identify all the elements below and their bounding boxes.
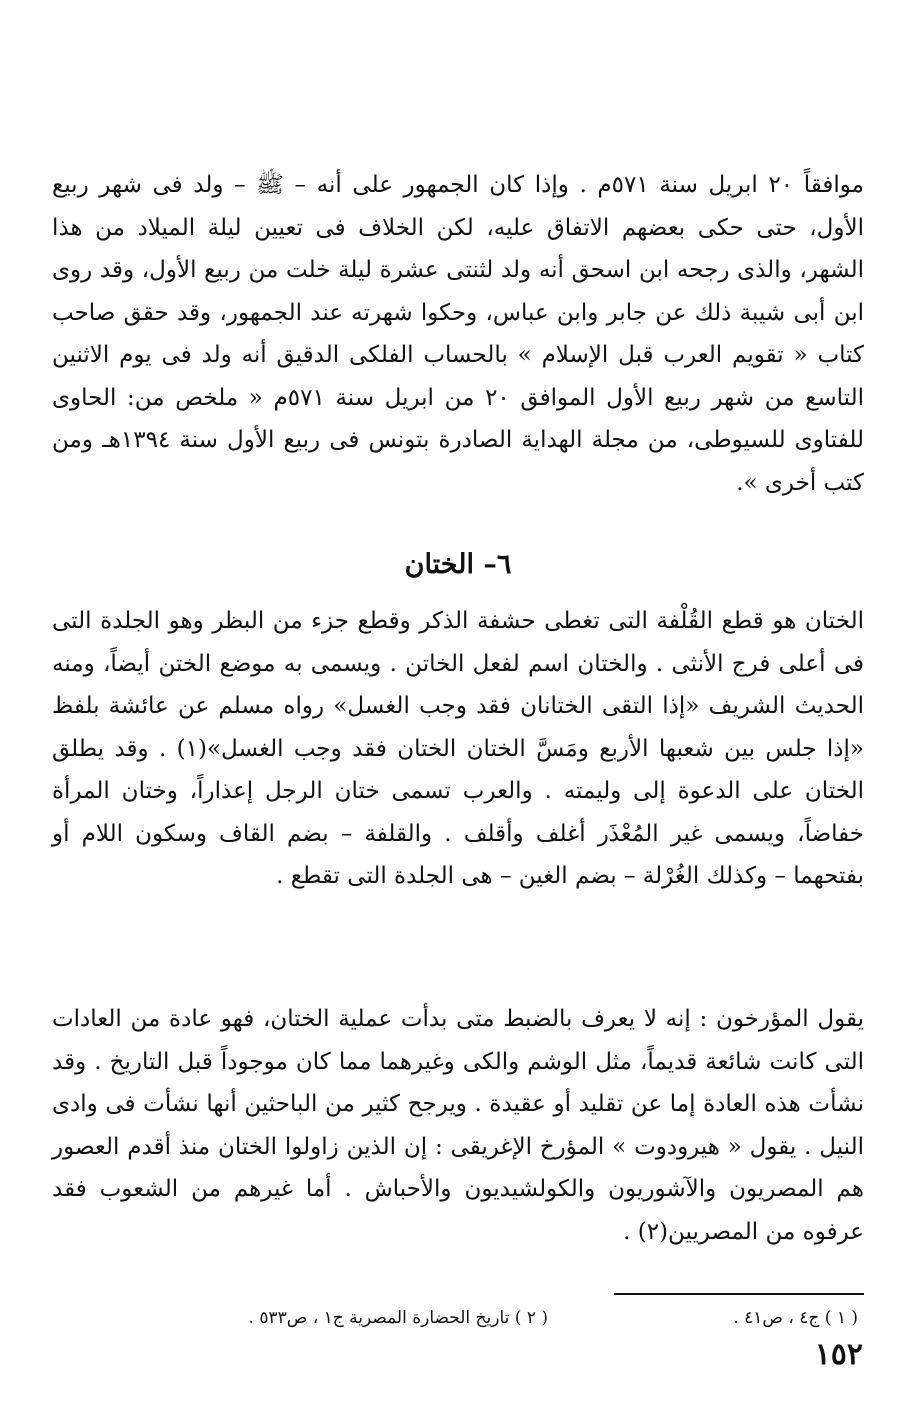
body-paragraph-1: موافقاً ٢٠ ابريل سنة ٥٧١م . وإذا كان الجمهور على أنه – ﷺ – ولد فى شهر ربيع الأول، حتى حكى بعضهم الاتفاق عليه، لكن الخلاف فى تعيين ليلة الميلاد من هذا الشهر، والذى رجحه ابن اسحق أنه ولد لثنتى عشرة ليلة خلت من ربيع الأول، وقد روى ابن أبى شيبة ذلك عن جابر وابن عباس، وحكوا شهرته عند الجمهور، وقد حقق صاحب كتاب « تقويم العرب قبل الإسلام » بالحساب الفلكى الدقيق أنه ولد فى يوم الاثنين التاسع من شهر ربيع الأول الموافق ٢٠ من ابريل سنة ٥٧١م « ملخص من: الحاوى للفتاوى للسيوطى، من مجلة الهداية الصادرة بتونس فى ربيع الأول سنة ١٣٩٤هـ ومن كتب أخرى ».	[52, 172, 865, 496]
footnote-2: ( ٢ ) تاريخ الحضارة المصرية ج١ ، ص٥٣٣ .	[248, 1308, 548, 1328]
body-paragraph-3: يقول المؤرخون : إنه لا يعرف بالضبط متى بدأت عملية الختان، فهو عادة من العادات التى كانت شائعة قديماً، مثل الوشم والكى وغيرهما مما كان موجوداً قبل التاريخ . وقد نشأت هذه العادة إما عن تقليد أو عقيدة . ويرجح كثير من الباحثين أنها نشأت فى وادى النيل . يقول « هيرودوت » المؤرخ الإغريقى : إن الذين زاولوا الختان منذ أقدم العصور هم المصريون والآشوريون والكولشيديون والأحباش . أما غيرهم من الشعوب فقد عرفوه من المصريين(٢) .	[52, 1006, 864, 1245]
body-paragraph-2: الختان هو قطع القُلْفة التى تغطى حشفة الذكر وقطع جزء من البظر وهو الجلدة التى فى أعلى فرج الأنثى . والختان اسم لفعل الخاتن . ويسمى به موضع الختن أيضاً، ومنه الحديث الشريف «إذا التقى الختانان فقد وجب الغسل» رواه مسلم عن عائشة بلفظ «إذا جلس بين شعبها الأربع ومَسَّ الختان الختان فقد وجب الغسل»(١) . وقد يطلق الختان على الدعوة إلى وليمته . والعرب تسمى ختان الرجل إعذاراً، وختان المرأة خفاضاً، ويسمى غير المُعْذَر أغلف وأقلف . والقلفة – بضم القاف وسكون اللام أو بفتحهما – وكذلك الغُرْلة – بضم الغين – هى الجلدة التى تقطع .	[52, 608, 864, 889]
section-heading: ٦– الختان	[404, 549, 512, 580]
page-number: ١٥٢	[814, 1337, 863, 1372]
footnote-1: ( ١ ) ج٤ ، ص٤١ .	[733, 1308, 858, 1328]
footnote-divider	[614, 1293, 864, 1295]
